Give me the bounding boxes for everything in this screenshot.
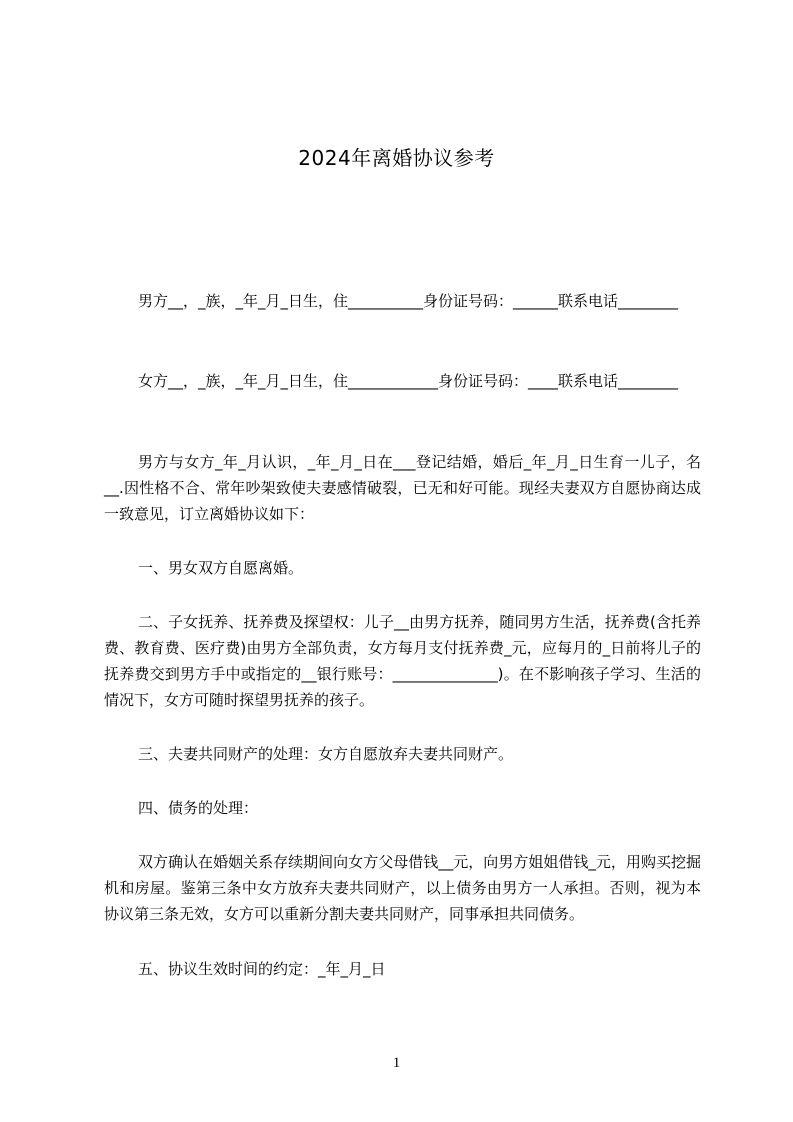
page-number: 1 [392,1055,401,1071]
document-title: 2024年离婚协议参考 [298,146,495,170]
clause-3-paragraph: 三、夫妻共同财产的处理：女方自愿放弃夫妻共同财产。 [138,745,514,763]
background-paragraph: 男方与女方_年_月认识，_年_月_日在___登记结婚，婚后_年_月_日生育一儿子，名__.因性格不合、常年吵架致使夫妻感情破裂，已无和好可能。现经夫妻双方自愿协商达成一致意见，订立离婚协议如下： [104,453,701,523]
debt-paragraph: 双方确认在婚姻关系存续期间向女方父母借钱__元，向男方姐姐借钱_元，用购买挖掘机和房屋。鉴第三条中女方放弃夫妻共同财产，以上债务由男方一人承担。否则，视为本协议第三条无效，女方可以重新分割夫妻共同财产，同事承担共同债务。 [104,853,701,923]
clause-1-paragraph: 一、男女双方自愿离婚。 [138,559,304,577]
party-female-paragraph: 女方__，_族，_年_月_日生，住____________身份证号码：____联系电话________ [138,372,679,390]
clause-2-paragraph: 二、子女抚养、抚养费及探望权：儿子__由男方抚养，随同男方生活，抚养费(含托养费、教育费、医疗费)由男方全部负责，女方每月支付抚养费_元，应每月的_日前将儿子的抚养费交到男方手中或指定的__银行账号：______________)。在不影响孩子学习、生活的情况下，女方可随时探望男抚养的孩子。 [104,613,701,709]
clause-5-paragraph: 五、协议生效时间的约定：_年_月_日 [138,960,386,978]
clause-4-heading: 四、债务的处理： [138,799,259,817]
party-male-paragraph: 男方__，_族，_年_月_日生，住__________身份证号码：______联系电话________ [138,292,679,310]
